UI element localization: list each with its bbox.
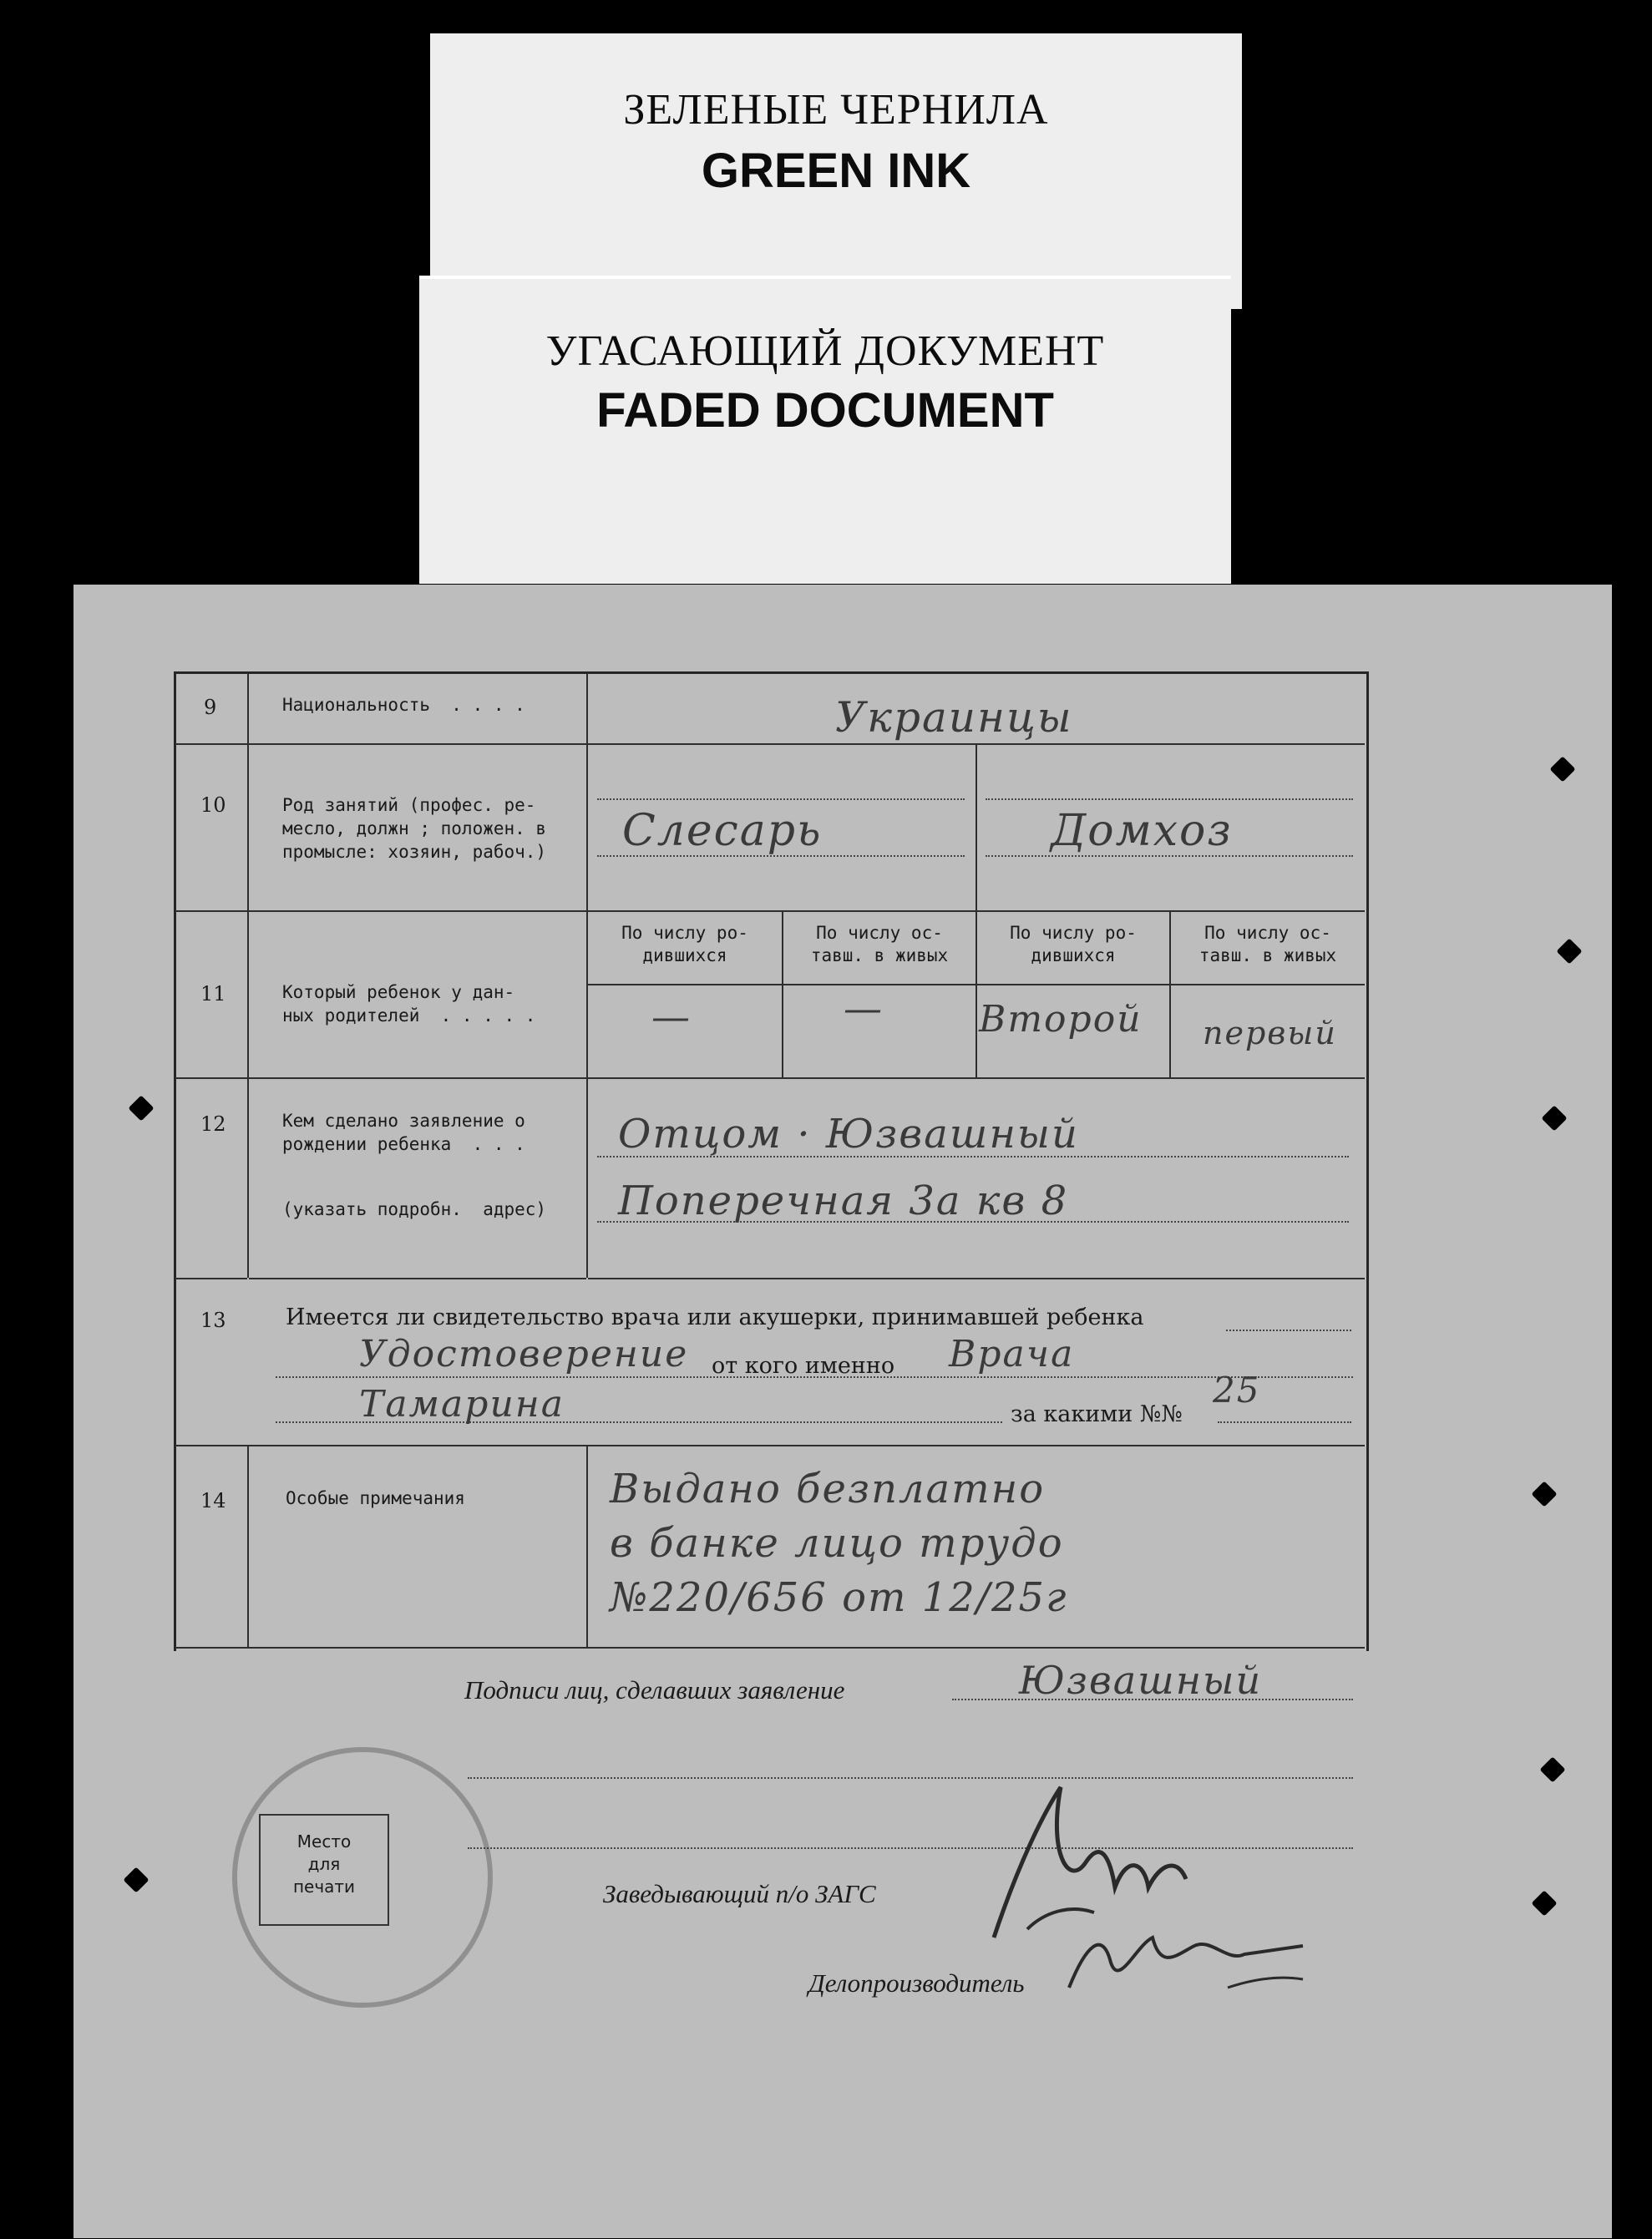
divider bbox=[175, 910, 1365, 912]
from-whom-label: от кого именно bbox=[712, 1353, 895, 1379]
remarks-label: Особые примечания bbox=[286, 1488, 465, 1508]
certificate-name: Тамарина bbox=[359, 1383, 565, 1426]
clerk-signature bbox=[1061, 1896, 1311, 2013]
green-ink-en: GREEN INK bbox=[701, 144, 971, 198]
child-order-label: Который ребенок у дан- ных родителей . . . . . bbox=[282, 982, 536, 1026]
certificate-from: Врача bbox=[949, 1333, 1075, 1375]
dotted-line bbox=[597, 798, 965, 800]
divider bbox=[586, 673, 588, 1649]
occupation-father: Слесарь bbox=[622, 806, 823, 856]
clerk-label: Делопроизводитель bbox=[808, 1968, 1025, 1998]
faded-ru: УГАСАЮЩИЙ ДОКУМЕНТ bbox=[545, 327, 1105, 375]
divider bbox=[175, 743, 1365, 745]
row-13-number: 13 bbox=[200, 1309, 226, 1332]
col-born-father: По числу ро- дившихся bbox=[621, 923, 748, 965]
applicants-signature: Юзвашный bbox=[1019, 1658, 1263, 1703]
green-ink-ru: ЗЕЛЕНЫЕ ЧЕРНИЛА bbox=[623, 86, 1049, 134]
address-value: Поперечная 3а кв 8 bbox=[618, 1178, 1069, 1224]
faded-en: FADED DOCUMENT bbox=[596, 383, 1054, 438]
divider bbox=[175, 1445, 1365, 1446]
faded-document-card bbox=[419, 279, 1231, 584]
cell-merge bbox=[247, 1278, 249, 1445]
divider bbox=[588, 984, 1365, 985]
dotted-line bbox=[986, 798, 1353, 800]
certificate-question: Имеется ли свидетельство врача или акушерки, принимавшей ребенка bbox=[286, 1304, 1144, 1330]
row-12-number: 12 bbox=[200, 1112, 226, 1136]
stamp-place-label: Место для печати bbox=[292, 1831, 356, 1897]
nationality-value: Украинцы bbox=[835, 693, 1073, 742]
col-alive-father: По числу ос- тавш. в живых bbox=[810, 923, 949, 965]
certificate-value: Удостоверение bbox=[359, 1333, 689, 1375]
remarks-value-1: Выдано безплатно bbox=[610, 1466, 1046, 1512]
row-14-number: 14 bbox=[200, 1489, 226, 1512]
divider bbox=[975, 745, 977, 910]
which-numbers-label: за какими №№ bbox=[1011, 1401, 1183, 1427]
child-order-v2: — bbox=[844, 985, 884, 1031]
address-label: (указать подробн. адрес) bbox=[282, 1199, 547, 1219]
remarks-value-3: №220/656 от 12/25г bbox=[610, 1574, 1068, 1621]
applicants-signature-label: Подписи лиц, сделавших заявление bbox=[464, 1675, 845, 1705]
col-born-mother: По числу ро- дившихся bbox=[1010, 923, 1137, 965]
divider bbox=[175, 1647, 1365, 1649]
certificate-number: 25 bbox=[1213, 1370, 1261, 1411]
nationality-label: Национальность . . . . bbox=[282, 695, 525, 715]
declarant-value: Отцом · Юзвашный bbox=[618, 1111, 1079, 1157]
divider bbox=[247, 673, 249, 1649]
occupation-mother: Домхоз bbox=[1051, 806, 1233, 856]
zags-head-label: Заведывающий п/о ЗАГС bbox=[603, 1879, 876, 1908]
declarant-label: Кем сделано заявление о рождении ребенка . . . bbox=[282, 1111, 525, 1154]
green-ink-card bbox=[430, 33, 1242, 309]
divider bbox=[175, 1278, 1365, 1279]
child-order-v3: Второй bbox=[979, 998, 1143, 1041]
divider bbox=[175, 1077, 1365, 1079]
dotted-line bbox=[1226, 1330, 1351, 1331]
row-9-number: 9 bbox=[204, 696, 217, 719]
col-alive-mother: По числу ос- тавш. в живых bbox=[1198, 923, 1337, 965]
row-10-number: 10 bbox=[200, 793, 226, 817]
remarks-value-2: в банке лицо трудо bbox=[610, 1520, 1064, 1567]
child-order-v1: — bbox=[651, 994, 692, 1039]
occupation-label: Род занятий (профес. ре- месло, должн ; положен. в промысле: хозяин, рабоч.) bbox=[282, 795, 547, 862]
child-order-v4: первый bbox=[1203, 1015, 1337, 1051]
row-11-number: 11 bbox=[200, 982, 226, 1006]
dotted-line bbox=[1218, 1421, 1351, 1423]
